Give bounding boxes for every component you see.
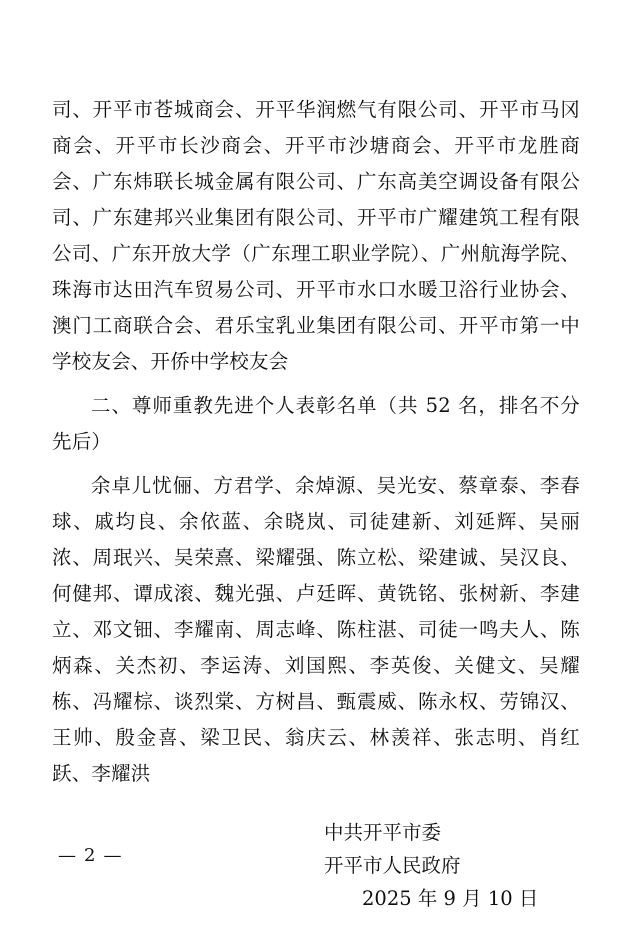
page-number-value: 2 xyxy=(84,845,98,866)
page-number-dash-left: — xyxy=(58,845,78,866)
signature-date: 2025 年 9 月 10 日 xyxy=(362,887,539,910)
signature-municipal-government: 开平市人民政府 xyxy=(324,854,461,877)
page-number-dash-right: — xyxy=(103,845,124,866)
signature-block xyxy=(52,816,580,915)
paragraph-section-heading-two: 二、尊师重教先进个人表彰名单（共 52 名，排名不分先后） xyxy=(52,394,580,453)
document-body xyxy=(52,92,580,792)
paragraph-organization-list: 司、开平市苍城商会、开平华润燃气有限公司、开平市马冈商会、开平市长沙商会、开平市沙塘商会、开平市龙胜商会、广东炜联长城金属有限公司、广东高美空调设备有限公司、广东建邦兴业集团有限公司、开平市广耀建筑工程有限公司、广东开放大学（广东理工职业学院）、广州航海学院、珠海市达田汽车贸易公司、开平市水口水暖卫浴行业协会、澳门工商联合会、君乐宝乳业集团有限公司、开平市第一中学校友会、开侨中学校友会 xyxy=(52,98,580,373)
signature-party-committee: 中共开平市委 xyxy=(324,821,442,844)
paragraph-individual-name-list: 余卓儿忧俪、方君学、余焯源、吴光安、蔡章泰、李春球、戚均良、余依蓝、余晓岚、司徒建新、刘延辉、吴丽浓、周珉兴、吴荣熹、梁耀强、陈立松、梁建诚、吴汉良、何健邦、谭成滚、魏光强、卢廷晖、黄铣铭、张树新、李建立、邓文钿、李耀南、周志峰、陈柱湛、司徒一鸣夫人、陈炳森、关杰初、李运涛、刘国熙、李英俊、关健文、吴耀栋、冯耀棕、谈烈棠、方树昌、甄震威、陈永权、劳锦汉、王帅、殷金喜、梁卫民、翁庆云、林羡祥、张志明、肖红跃、李耀洪 xyxy=(52,474,580,785)
page-number xyxy=(52,845,129,866)
